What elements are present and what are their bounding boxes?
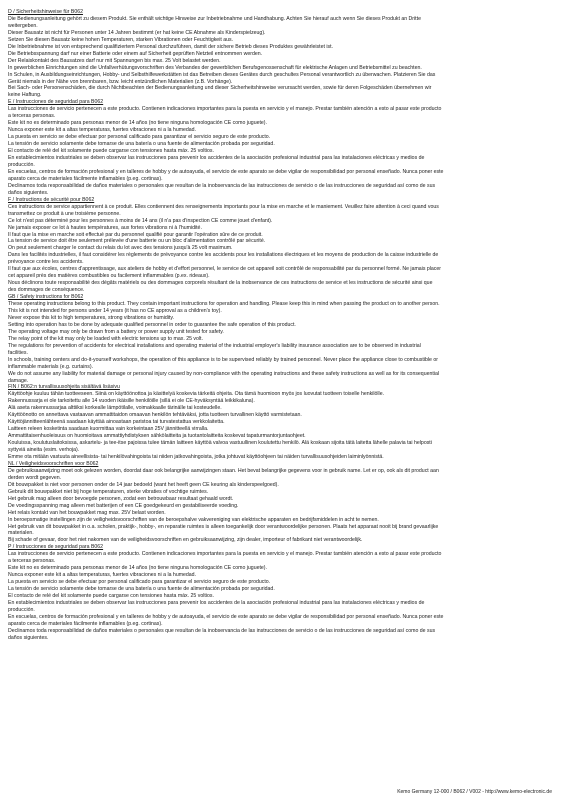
text-line: Gerät niemals in der Nähe von brennbaren, bzw. leicht entzündlichen Materialien (z.B. Vorhänge). — [8, 78, 233, 85]
text-line: daños siguientes. — [8, 634, 49, 641]
text-line: derden wordt gegeven. — [8, 474, 62, 481]
text-line: Käyttöjännitteenlähteenä saadaan käyttää ainoastaan paristoa tai turvatestattua verkkolaitetta. — [8, 419, 225, 426]
text-line: Las instrucciones de servicio pertenecen a este producto. Contienen indicaciones importantes para la puesta en servicio y el manejo. Prestar también atención a esto al pasar este producto — [8, 551, 442, 558]
section-heading: GB / Safety instructions for B062 — [8, 294, 84, 301]
text-line: Never expose this kit to high temperatures, strong vibrations or humidity. — [8, 314, 174, 321]
section-heading: P / Instrucciones de seguridad para B062 — [8, 544, 104, 551]
text-line: Die Bedienungsanleitung gehört zu diesem Produkt. Sie enthält wichtige Hinweise zur Inbetriebnahme und Handhabung. Achten Sie hierauf auch wenn Sie dieses Produkt an Dritte — [8, 15, 421, 22]
section-heading: FIN / B062:n turvallisuusohjeita sisältävä lisäsivu — [8, 384, 120, 391]
text-line: La puesta en servicio se debe efectuar por personal calificado para garantizar el servicio seguro de este producto. — [8, 579, 271, 586]
text-line: In beroepsmatige instellingen zijn de veiligheidsvoorschriften van de beroepshalve vakvereniging van elektrische apparaten en bedrijfsmiddelen in acht te nemen. — [8, 516, 379, 523]
text-line: Bei Sach- oder Personenschäden, die durch Nichtbeachten der Bedienungsanleitung und dieser Sicherheitshinweise verursacht werden, sowie für deren Folgeschäden übernehmen wir — [8, 85, 432, 92]
text-line: Käyttöohje kuuluu tähän tuotteeseen. Siinä on käyttöönottoa ja käsittelyä koskevia tärkeitä ohjeita. Ota tämä huomioon myös jos luovutat tuotteen toiselle henkilölle. — [8, 391, 385, 398]
text-line: inflammable materials (e.g. curtains). — [8, 363, 94, 370]
text-line: La tensión de servicio solamente debe tomarse de una batería o una fuente de alimentación probada por seguridad. — [8, 141, 275, 148]
text-line: En escuelas, centros de formación profesional y en talleres de hobby y de autoayuda, el servicio de este aparato se debe vigilar de responsibilidad por personal enseñado. Nunca poner este — [8, 613, 444, 620]
text-line: De voedingsspanning mag alleen met batterijen of een CE goedgekeurd en gestabiliseerde voeding. — [8, 502, 239, 509]
text-line: The operating voltage may only be drawn from a battery or power supply unit tested for safety. — [8, 328, 224, 335]
text-line: materialen. — [8, 530, 34, 537]
section-heading: F / Instructions de sécurité pour B062 — [8, 196, 95, 203]
text-line: Ces instructions de service appartiennent à ce produit. Elles contiennent des renseignements importants pour la mise en marche et le maniement. Veuillez faire attention à ceci quand vous — [8, 203, 439, 210]
text-line: Este kit no es determinado para personas menor de 14 años (no tiene ninguna homologación CE como juguete). — [8, 565, 267, 572]
text-line: Älä aseta rakennussarjaa alttiiksi korkealle lämpötilalle, voimakkaalle tärinälle tai kosteudelle. — [8, 405, 222, 412]
safety-instructions-document — [8, 9, 556, 642]
text-line: Ce lot n'est pas déterminé pour les personnes à moins de 14 ans (il n'a pas d'inspection CE comme jouet d'enfant). — [8, 217, 273, 224]
text-line: prévoyance contre les accidents. — [8, 259, 84, 266]
text-line: Nous déclinons toute responsabilité des dégâts matériels ou des dommages corporels résultant de la inobservance de ces instructions de service et les instructions de sécurité ainsi que — [8, 280, 433, 287]
text-line: Dans les facilités industrielles, il faut considérer les règlements de prévoyance contre les accidents pour les installations électriques et les moyens de production de la caisse industrielle de — [8, 252, 439, 259]
text-line: In gewerblichen Einrichtungen sind die Unfallverhütungsvorschriften des Verbandes der gewerblichen Berufsgenossenschaft für elektrische Anlagen und Betriebsmittel zu beachten. — [8, 64, 422, 71]
text-line: Nunca exponer este kit a altas temperaturas, fuertes vibraciones ni a la humedad. — [8, 572, 197, 579]
text-line: Il faut que aux écoles, centres d'apprentissage, aux ateliers de hobby et d'effort personnel, le service de cet appareil soit contrôlé de responsabilité par du personnel formé. Ne jamais placer — [8, 266, 441, 273]
text-line: Gebruik dit bouwpakket niet bij hoge temperaturen, sterke vibraties of vochtige ruimtes. — [8, 488, 209, 495]
text-line: Die Inbetriebnahme ist von entsprechend qualifiziertem Personal durchzuführen, damit der sichere Betrieb dieses Produktes gewährleistet ist. — [8, 43, 333, 50]
text-line: Kouluissa, koulutuslaitoksissa, askartelu- ja tee-itse pajoissa tulee tämän laitteen käyttöä valvoa vastuullinen koulutettu henkilö. Älä koskaan sijoita tätä laitetta lähelle palavia tai helposti — [8, 440, 432, 447]
text-line: Nunca exponer este kit a altas temperaturas, fuertes vibraciones ni a la humedad. — [8, 127, 197, 134]
text-line: transmettez ce produit à une troisième personne. — [8, 210, 121, 217]
text-line: La tensión de servicio solamente debe tomarse de una batería o una fuente de alimentación probada por seguridad. — [8, 586, 275, 593]
section-heading: E / Instrucciones de seguridad para B062 — [8, 99, 104, 106]
text-line: En establecimientos industriales se deben observar las instrucciones para prevenir los accidentes de la asociación profesional industrial para las instalaciones eléctricas y medios de — [8, 600, 425, 607]
text-line: En establecimientos industriales se deben observar las instrucciones para prevenir los accidentes de la asociación profesional industrial para las instalaciones eléctricas y medios de — [8, 155, 425, 162]
text-line: These operating instructions belong to this product. They contain important instructions for operation and handling. Please keep this in mind when passing the product on to another person. — [8, 301, 440, 308]
text-line: Setzen Sie diesen Bausatz keine hohen Temperaturen, starken Vibrationen oder Feuchtigkeit aus. — [8, 36, 234, 43]
text-line: Setting into operation has to be done by adequate qualified personnel in order to guarantee the safe operation of this product. — [8, 321, 296, 328]
text-line: Declinamos toda responsabilidad de daños materiales o personales que resultan de la inobservancia de las instrucciones de servicio o de las instrucciones de seguridad así como de sus — [8, 627, 436, 634]
text-line: Este kit no es determinado para personas menor de 14 años (no tiene ninguna homologación CE como juguete). — [8, 120, 267, 127]
text-line: des dommages de conséquence. — [8, 287, 85, 294]
text-line: Die Betriebsspannung darf nur einer Batterie oder einem auf Sicherheit geprüften Netzteil entnommen werden. — [8, 50, 263, 57]
text-line: Il faut que la mise en marche soit effectué par du personnel qualifié pour garantir l'opération sûre de ce produit. — [8, 231, 263, 238]
text-line: producción. — [8, 606, 35, 613]
text-line: Het relais kontakt van het bouwpakket mag max. 25V belast worden. — [8, 509, 166, 516]
text-line: damage. — [8, 377, 29, 384]
text-line: Emme ota mitään vastuuta aineellisista- tai henkilövahingoista tai niiden jatkovahingoista, jotka johtuvat käyttöohjeen tai näiden turvallisuusohjeiden laiminlyönnistä. — [8, 454, 384, 460]
text-line: Het gebruik van dit bouwpakket in o.a. scholen, praktijk-, hobby-, en reparatie ruimtes is alleen toegankelijk door verantwoordelijke personen. Plaats het apparaat nooit bij brand gevaarlijke — [8, 523, 439, 530]
text-line: Rakennussarja ei ole tarkoitettu alle 14 vuoden ikäisille henkilöille (sillä ei ole CE-hyväksyntää leikkikaluna). — [8, 398, 255, 405]
text-line: The relay point of the kit may only be loaded with electric tensions up to max. 25 volt. — [8, 335, 203, 342]
text-line: weitergeben. — [8, 22, 38, 29]
text-line: Ne jamais exposer ce lot à hautes températures, aux fortes vibrations ni à l'humidité. — [8, 224, 202, 231]
page-footer: Kemo Germany 12-000 / B062 / V002 - http://www.kemo-electronic.de — [397, 789, 552, 795]
text-line: daños siguientes. — [8, 189, 49, 196]
text-line: La tension de service doit être seulement prélevée d'une batterie ou un bloc d'alimentation contrôlé par sécurité. — [8, 238, 266, 245]
text-line: Het gebruik mag alleen door bevoegde personen, zodat een betrouwbaar resultaat gehaald wordt. — [8, 495, 234, 502]
text-line: El contacto de relé del kit solamente puede cargarse con tensiones hasta máx. 25 voltios. — [8, 593, 214, 600]
text-line: syttyviä aineita (esim. verhoja). — [8, 447, 80, 454]
text-line: El contacto de relé del kit solamente puede cargarse con tensiones hasta máx. 25 voltios. — [8, 148, 214, 155]
text-line: Bij schade of gevaar, door het niet nakomen van de veiligheidsvoorschriften en gebruiksaanwijzing, zijn dealer, importeur of fabrikant niet verantwoordelijk. — [8, 537, 363, 544]
text-line: Declinamos toda responsabilidad de daños materiales o personales que resultan de la inobservancia de las instrucciones de servicio o de las instrucciones de seguridad así como de sus — [8, 182, 436, 189]
text-line: Las instrucciones de servicio pertenecen a este producto. Contienen indicaciones importantes para la puesta en servicio y el manejo. Prestar también atención a esto al pasar este producto — [8, 106, 442, 113]
text-line: De gebruiksaanwijzing moet ook gelezen worden, doordat daar ook belangrijke aanwijzingen staan. Het bevat belangrijke gegevens voor in gebruik name. Let er op, ook als dit product aan — [8, 467, 439, 474]
text-line: In schools, training centers and do-it-yourself workshops, the operation of this appliance is to be supervised reliably by trained personnel. Never place the appliance close to combustible or — [8, 356, 438, 363]
text-line: Dieser Bausatz ist nicht für Personen unter 14 Jahren bestimmt (er hat keine CE Abnahme als Kinderspielzeug). — [8, 29, 266, 36]
text-line: producción. — [8, 161, 35, 168]
text-line: facilities. — [8, 349, 28, 356]
text-line: La puesta en servicio se debe efectuar por personal calificado para garantizar el servicio seguro de este producto. — [8, 134, 271, 141]
text-line: The regulations for prevention of accidents for electrical installations and operating material of the industrial employer's liability insurance association are to be observed in industrial — [8, 342, 421, 349]
text-line: Laitteen releen kosketinta saadaan kuormittaa vain korkeintaan 25V jännitteellä virralla. — [8, 426, 209, 433]
text-line: We do not assume any liability for material damage or personal injury caused by non-compliance with the operating instructions and these safety instructions as well as for its consequential — [8, 370, 439, 377]
text-line: aparato cerca de materiales fácilmente inflamables (p.eg. cortinas). — [8, 620, 163, 627]
text-line: a terceras personas. — [8, 558, 56, 565]
text-line: a terceras personas. — [8, 113, 56, 120]
text-line: Käyttöönotto on annettava vastaavan ammattitaidon omaavan henkilön tehtäväksi, jotta tuotteen turvallinen käyttö varmistetaan. — [8, 412, 302, 419]
text-line: Der Relaiskontakt des Bausatzes darf nur mit Spannungen bis max. 25 Volt belastet werden. — [8, 57, 221, 64]
text-line: keine Haftung. — [8, 92, 42, 99]
text-line: cet appareil près des matières combustibles ou facilement inflammables (p.ex. rideaux). — [8, 273, 210, 280]
text-line: aparato cerca de materiales fácilmente inflamables (p.eg. cortinas). — [8, 175, 163, 182]
text-line: En escuelas, centros de formación profesional y en talleres de hobby y de autoayuda, el servicio de este aparato se debe vigilar de responsibilidad por personal enseñado. Nunca poner este — [8, 168, 444, 175]
text-line: Dit bouwpakket is niet voor personen onder de 14 jaar bedoeld (want het heeft geen CE keuring als kinderspeelgoed). — [8, 481, 279, 488]
section-heading: NL / Veiligheidsvoorschriften voor B062 — [8, 460, 99, 467]
section-heading: D / Sicherheitshinweise für B062 — [8, 9, 83, 15]
text-line: Ammattitaisenhuoleisuus on huomioitava ammattiyhdistyksen sähkölaitteita ja tuotantolaitteita koskevat tapaturmantorjuntaohjeet. — [8, 433, 306, 440]
text-line: In Schulen, in Ausbildungseinrichtungen, Hobby- und Selbsthilfewerkstätten ist das Betreiben dieses Gerätes durch geschultes Personal verantwortlich zu überwachen. Platzieren Sie das — [8, 71, 436, 78]
text-line: On peut seulement charger le contact du relais du lot avec des tensions jusqu'à 25 volt maximum. — [8, 245, 233, 252]
text-line: This kit is not intended for persons under 14 years (it has no CE approval as a children's toy). — [8, 307, 222, 314]
